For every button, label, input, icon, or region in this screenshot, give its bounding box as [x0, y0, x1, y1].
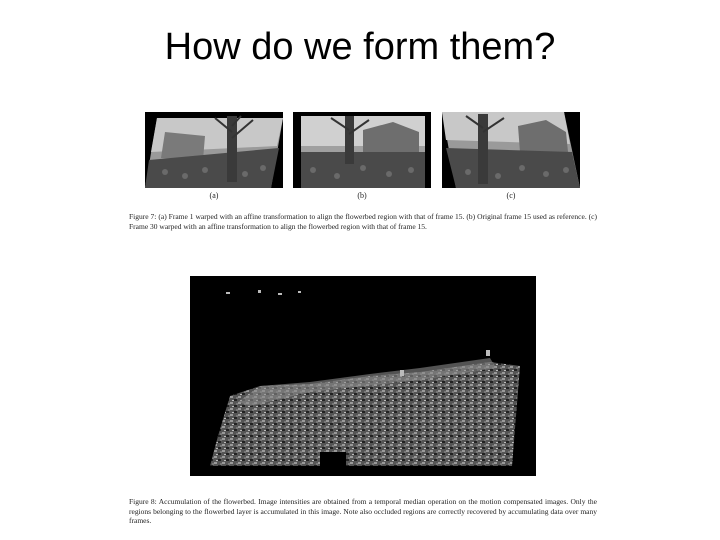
- figure7-caption: Figure 7: (a) Frame 1 warped with an affine transformation to align the flowerbed region with that of frame 15. (b) Original frame 15 used as reference. (c) Frame 30 warped with an affine transformation to align the flowerbed region with that of frame 15.: [129, 212, 597, 231]
- frame-a-label: (a): [209, 191, 219, 200]
- frame-a-image: [145, 112, 283, 188]
- frame-c-image: [442, 112, 580, 188]
- frame-b-image: [293, 112, 431, 188]
- frame-c-label: (c): [506, 191, 516, 200]
- frame-b-label: (b): [357, 191, 367, 200]
- figure8-caption: Figure 8: Accumulation of the flowerbed. Image intensities are obtained from a temporal median operation on the motion compensated images. Only the regions belonging to the flowerbed layer is accumulated in this image. Note also occluded regions are correctly recovered by accumulating data over many frames.: [129, 497, 597, 525]
- flowerbed-mosaic-image: [190, 276, 536, 476]
- slide-title: How do we form them?: [164, 26, 556, 68]
